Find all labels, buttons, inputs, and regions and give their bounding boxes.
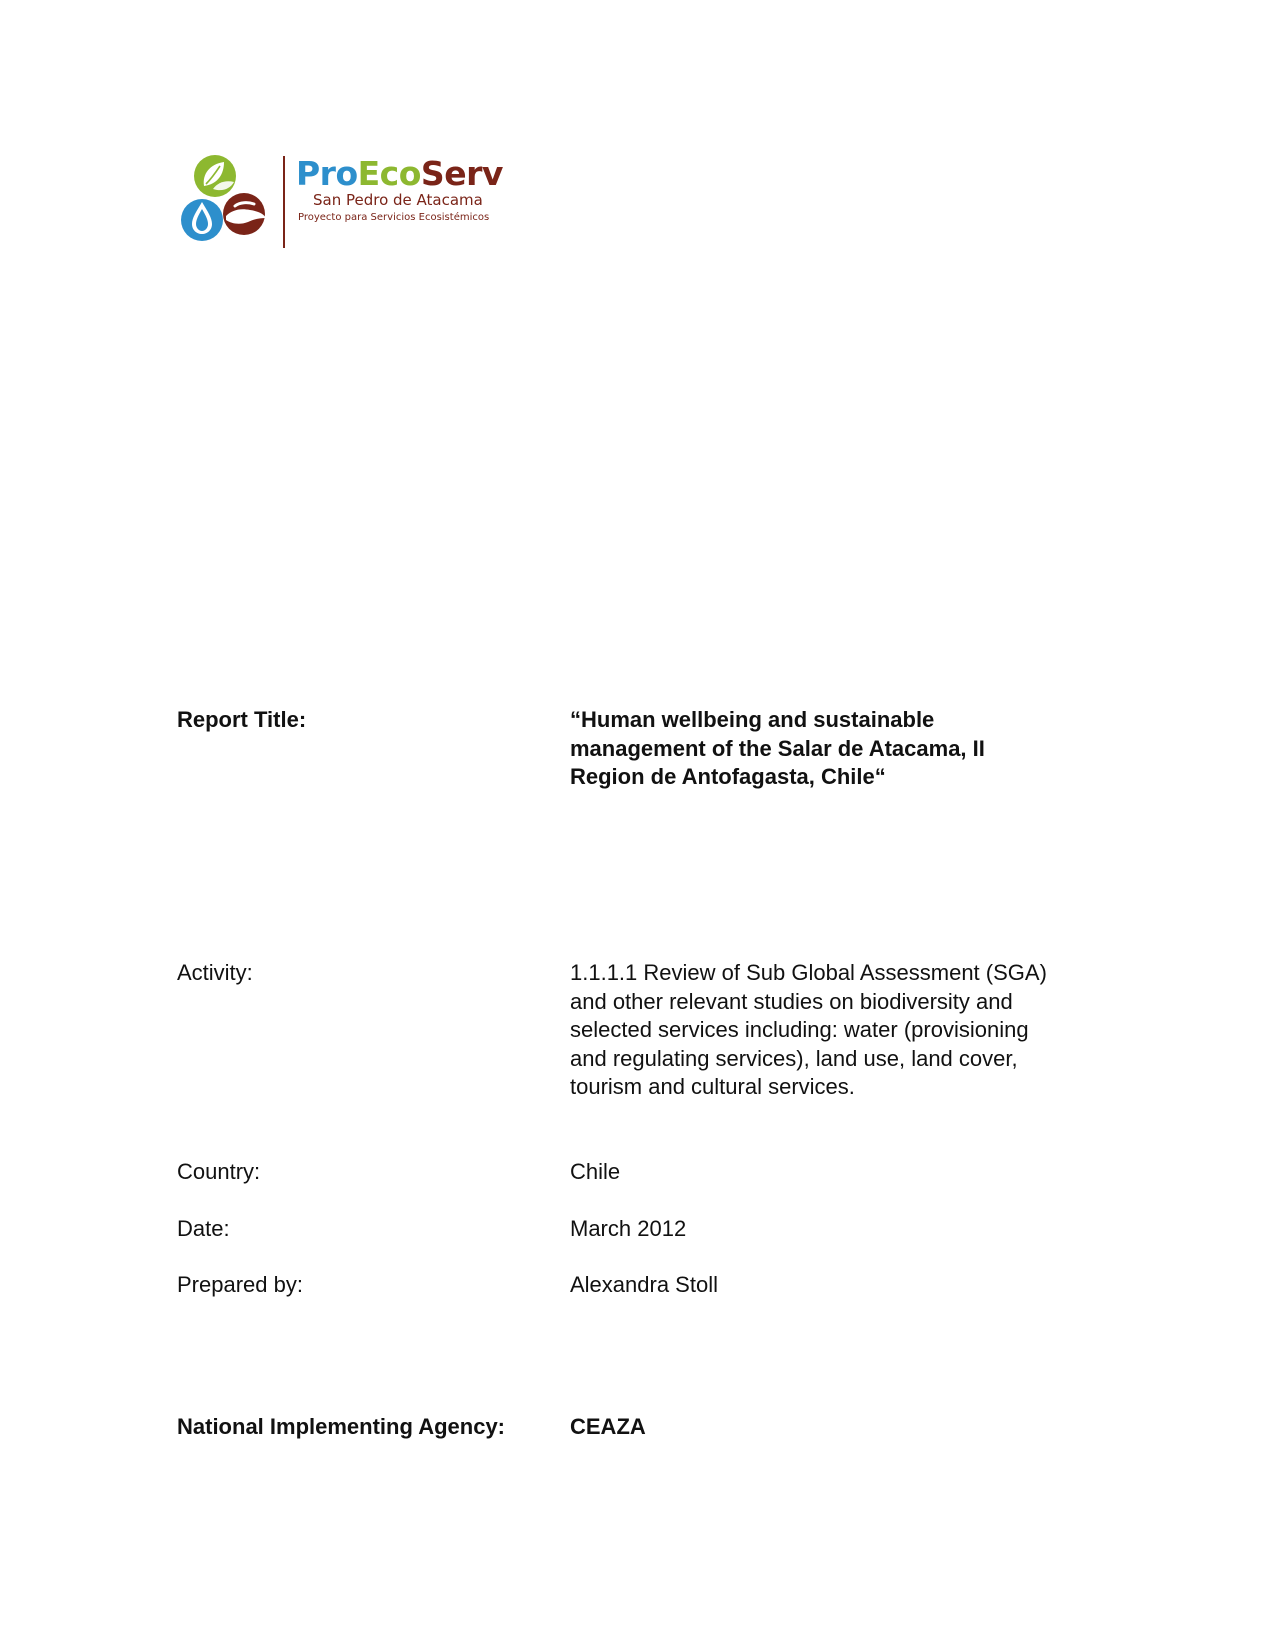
activity-label: Activity: xyxy=(177,960,253,985)
date-value: March 2012 xyxy=(570,1216,687,1241)
report-title-value: “Human wellbeing and sustainable management of the Salar de Atacama, II Region de Antofagasta, Chile“ xyxy=(570,707,985,789)
logo-name-eco: Eco xyxy=(357,154,421,193)
logo-divider xyxy=(283,156,285,248)
country-value: Chile xyxy=(570,1159,621,1184)
logo-subtitle: San Pedro de Atacama xyxy=(313,191,483,209)
proecoserv-logo xyxy=(180,152,520,252)
logo-text xyxy=(296,156,526,224)
logo-name-pro: Pro xyxy=(296,154,358,193)
prepared-by-value: Alexandra Stoll xyxy=(570,1272,718,1297)
logo-emblem-icon xyxy=(180,152,280,252)
agency-label: National Implementing Agency: xyxy=(177,1414,506,1439)
report-title-label: Report Title: xyxy=(177,707,307,732)
country-label: Country: xyxy=(177,1159,261,1184)
date-label: Date: xyxy=(177,1216,230,1241)
logo-name xyxy=(296,156,526,192)
activity-value: 1.1.1.1 Review of Sub Global Assessment (SGA) and other relevant studies on biodiversity and selected services including: water (provisioning and regulating services), land use, land cover, tourism and cultural services. xyxy=(570,960,1047,1099)
prepared-by-label: Prepared by: xyxy=(177,1272,303,1297)
logo-tagline: Proyecto para Servicios Ecosistémicos xyxy=(298,212,490,223)
logo-name-serv: Serv xyxy=(420,154,503,193)
agency-value: CEAZA xyxy=(570,1414,646,1439)
